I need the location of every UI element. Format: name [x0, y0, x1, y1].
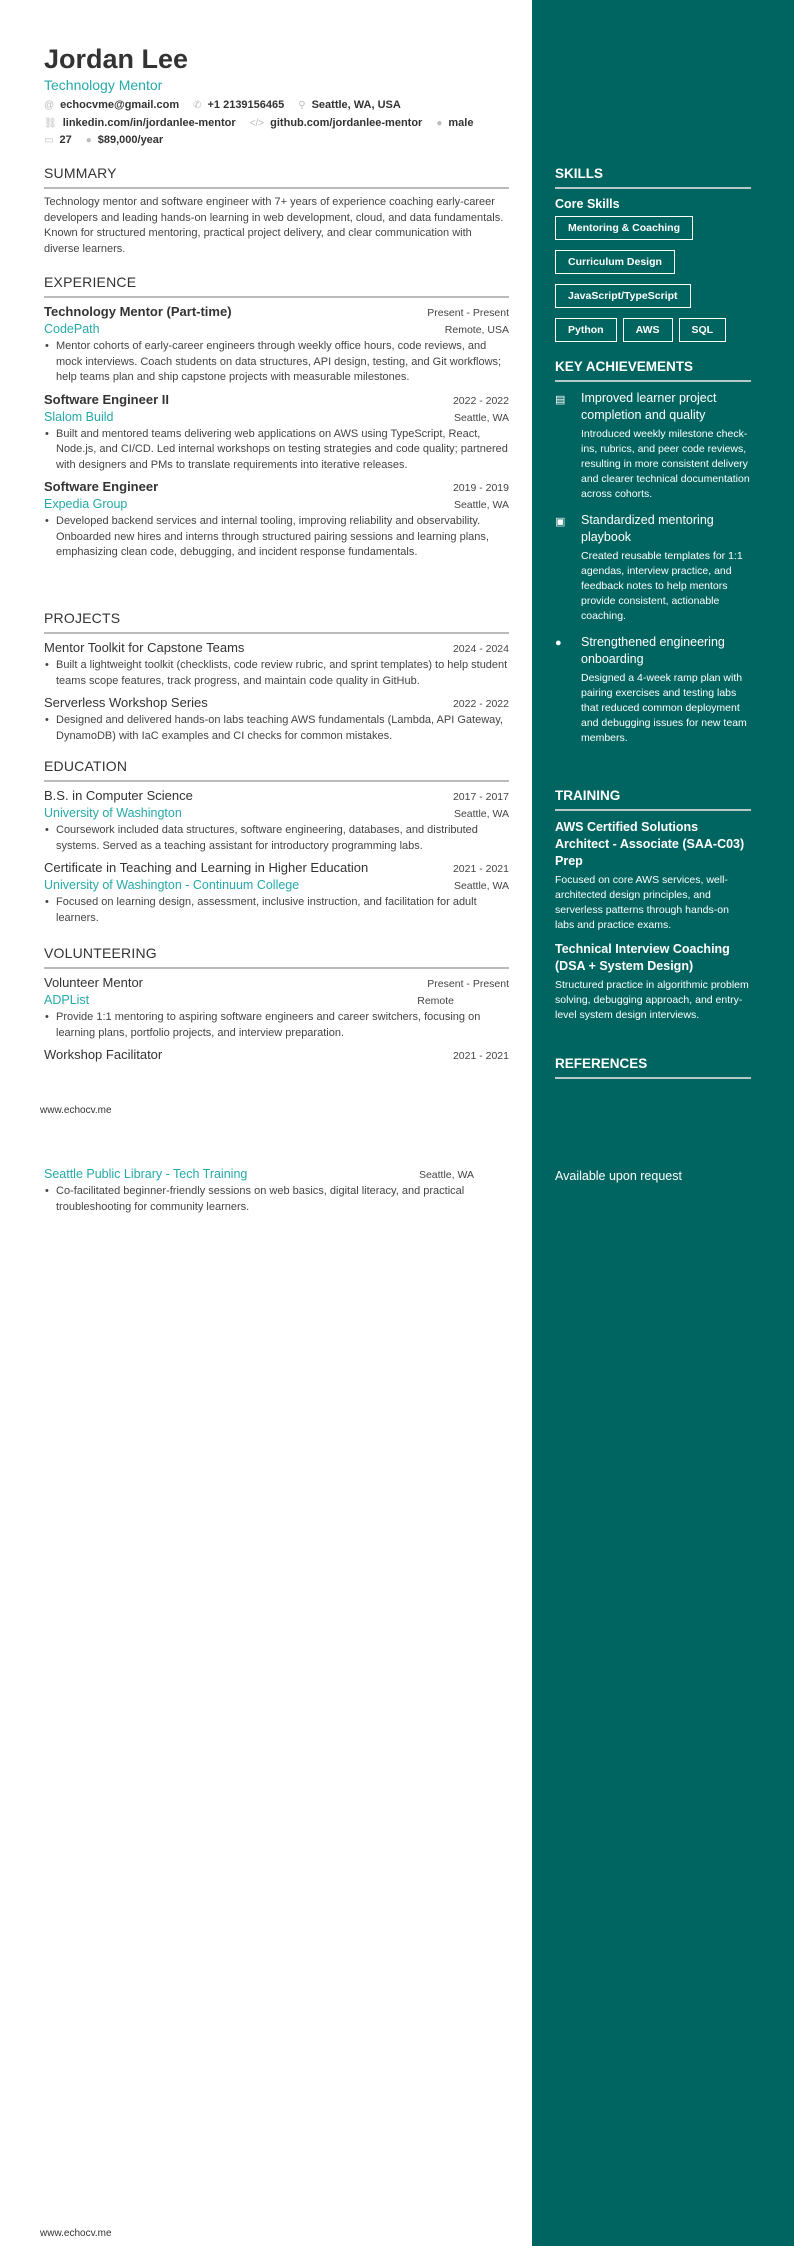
section-heading: TRAINING	[555, 788, 751, 811]
training-title: Technical Interview Coaching (DSA + System Design)	[555, 942, 730, 973]
summary-text: Technology mentor and software engineer with 7+ years of experience coaching early-career developers and leading hands-on learning in web development, cloud, and data fundamentals. Known for structured mentoring, practical project delivery, and clear communication with diverse learners.	[44, 196, 504, 255]
achievement-title: Standardized mentoring playbook	[581, 513, 714, 544]
education-item	[44, 788, 509, 854]
school: University of Washington - Continuum College	[44, 878, 300, 892]
training-text: Focused on core AWS services, well-architected design principles, and serverless patterns through hands-on labs and practice exams.	[555, 874, 729, 931]
section-heading: PROJECTS	[44, 610, 509, 634]
calendar-icon: ▣	[555, 516, 566, 528]
dates: 2021 - 2021	[452, 1050, 509, 1062]
bullet: • Coursework included data structures, software engineering, databases, and distributed systems. Served as a teaching assistant for introductory programming labs.	[44, 823, 509, 854]
bullet: • Mentor cohorts of early-career engineers through weekly office hours, code reviews, and mock interviews. Coach students on data structures, API design, testing, and Git workflows; help teams plan and ship capstone projects with measurable milestones.	[44, 339, 509, 386]
experience-item	[44, 304, 509, 386]
section-heading: SKILLS	[555, 166, 751, 189]
skill-chip: Curriculum Design	[555, 250, 675, 274]
footer-link[interactable]: www.echocv.me	[40, 1105, 112, 1116]
skill-chip: AWS	[623, 318, 673, 342]
training-title: AWS Certified Solutions Architect - Associate (SAA-C03) Prep	[555, 820, 745, 868]
education-item	[44, 860, 509, 926]
location: Seattle, WA	[453, 411, 509, 424]
company: CodePath	[44, 322, 100, 336]
dates: 2017 - 2017	[452, 791, 509, 803]
location: Seattle, WA	[453, 499, 509, 511]
bullet: • Provide 1:1 mentoring to aspiring software engineers and career switchers, focusing on learning plans, portfolio projects, and interview preparation.	[44, 1010, 509, 1041]
degree: Certificate in Teaching and Learning in Higher Education	[44, 860, 369, 875]
location: Seattle, WA	[418, 1169, 474, 1181]
money-icon: ●	[85, 134, 92, 146]
training-section	[555, 788, 751, 1031]
section-heading: VOLUNTEERING	[44, 945, 509, 969]
salary: $89,000/year	[97, 134, 164, 146]
volunteering-item-header	[44, 1047, 509, 1062]
bullet: • Focused on learning design, assessment, inclusive instruction, and facilitation for adult learners.	[44, 895, 509, 926]
experience-item	[44, 392, 509, 474]
dates: 2022 - 2022	[452, 394, 509, 407]
job-title: Software Engineer II	[44, 391, 169, 407]
link-icon: ⛓	[44, 117, 57, 129]
achievement-text: Created reusable templates for 1:1 agendas, interview practice, and feedback notes to help mentors provide consistent, actionable coaching.	[581, 550, 743, 622]
section-heading: SUMMARY	[44, 165, 509, 189]
dates: Present - Present	[427, 307, 509, 319]
degree: B.S. in Computer Science	[44, 788, 193, 803]
age: 27	[59, 134, 72, 146]
candidate-title: Technology Mentor	[44, 77, 163, 93]
skill-chip: JavaScript/TypeScript	[555, 284, 691, 308]
location: Seattle, WA	[453, 808, 509, 820]
section-heading: EXPERIENCE	[44, 274, 509, 298]
training-text: Structured practice in algorithmic problem solving, debugging approach, and entry-level system design interviews.	[555, 979, 749, 1021]
references-text: Available upon request	[555, 1169, 682, 1183]
bullet: • Built and mentored teams delivering web applications on AWS using TypeScript, React, Node.js, and CI/CD. Led internal workshops on testing strategies and code quality; partnered with designers and PMs to translate requirements into iterative releases.	[44, 427, 509, 474]
contact-row	[44, 117, 473, 129]
education-section	[44, 758, 509, 932]
experience-section	[44, 274, 509, 567]
organization: Seattle Public Library - Tech Training	[44, 1167, 248, 1181]
organization: ADPList	[44, 993, 90, 1007]
dates: 2019 - 2019	[452, 482, 509, 494]
achievements-section	[555, 359, 751, 756]
document-icon: ▤	[555, 394, 566, 406]
phone-icon: ✆	[193, 99, 202, 111]
footer-link[interactable]: www.echocv.me	[40, 2228, 112, 2239]
volunteering-section	[44, 945, 509, 1062]
contact-row	[44, 99, 401, 111]
candidate-name: Jordan Lee	[44, 44, 189, 74]
achievement-item	[555, 512, 751, 624]
achievement-text: Introduced weekly milestone check-ins, rubrics, and peer code reviews, resulting in more consistent delivery and clearer technical documentation across cohorts.	[581, 428, 750, 500]
contact-row	[44, 134, 163, 146]
code-icon: </>	[249, 117, 265, 129]
location: Seattle, WA, USA	[311, 99, 401, 111]
phone[interactable]: +1 2139156465	[207, 99, 285, 111]
location: Remote	[417, 995, 454, 1007]
project-title: Serverless Workshop Series	[44, 695, 208, 710]
role-title: Volunteer Mentor	[44, 975, 144, 990]
summary-section	[44, 165, 509, 257]
project-item	[44, 640, 509, 689]
bullet: • Co-facilitated beginner-friendly sessions on web basics, digital literacy, and practical troubleshooting for community learners.	[44, 1184, 509, 1215]
achievement-title: Strengthened engineering onboarding	[581, 635, 725, 666]
bullet: • Designed and delivered hands-on labs teaching AWS fundamentals (Lambda, API Gateway, DynamoDB) with IaC examples and CI checks for common mistakes.	[44, 713, 509, 744]
achievement-item	[555, 390, 751, 502]
volunteering-item	[44, 975, 509, 1041]
references-section	[555, 1056, 751, 1087]
user-icon: ●	[436, 117, 443, 129]
bullet: • Built a lightweight toolkit (checklists, code review rubric, and sprint templates) to help student teams scope features, track progress, and maintain code quality in GitHub.	[44, 658, 509, 689]
project-title: Mentor Toolkit for Capstone Teams	[44, 640, 245, 655]
school: University of Washington	[44, 806, 182, 820]
job-title: Software Engineer	[44, 479, 159, 494]
company: Expedia Group	[44, 497, 128, 511]
location: Seattle, WA	[453, 880, 509, 892]
skill-chip: Python	[555, 318, 617, 342]
location: Remote, USA	[444, 324, 509, 336]
skill-chip: SQL	[679, 318, 727, 342]
dates: 2021 - 2021	[452, 863, 509, 875]
calendar-icon: ▭	[44, 134, 54, 146]
projects-section	[44, 610, 509, 750]
experience-item	[44, 479, 509, 561]
email[interactable]: echocvme@gmail.com	[60, 99, 180, 111]
project-item	[44, 695, 509, 744]
at-icon: @	[44, 99, 55, 111]
job-title: Technology Mentor (Part-time)	[44, 304, 232, 319]
section-heading: KEY ACHIEVEMENTS	[555, 359, 751, 382]
dates: 2024 - 2024	[452, 643, 509, 655]
dates: 2022 - 2022	[452, 698, 509, 710]
skill-chip: Mentoring & Coaching	[555, 216, 693, 240]
section-heading: EDUCATION	[44, 758, 509, 782]
company: Slalom Build	[44, 409, 114, 424]
dates: Present - Present	[427, 978, 509, 990]
volunteering-continued	[44, 1164, 509, 1221]
achievement-text: Designed a 4-week ramp plan with pairing exercises and testing labs that reduced common deployment and debugging issues for new team members.	[581, 672, 747, 744]
role-title: Workshop Facilitator	[44, 1047, 163, 1062]
location-icon: ⚲	[298, 99, 306, 111]
skill-group-title: Core Skills	[555, 197, 620, 211]
section-heading: REFERENCES	[555, 1056, 751, 1079]
achievement-title: Improved learner project completion and quality	[581, 391, 717, 422]
bullet: • Developed backend services and internal tooling, improving reliability and observability. Onboarded new hires and interns through structured pairing sessions and learning plans, emphasizing clean code, debugging, and incident response fundamentals.	[44, 514, 509, 561]
github-link[interactable]: github.com/jordanlee-mentor	[270, 117, 423, 129]
skills-section	[555, 166, 751, 352]
linkedin-link[interactable]: linkedin.com/in/jordanlee-mentor	[62, 117, 236, 129]
achievement-item	[555, 634, 751, 746]
gender: male	[448, 117, 474, 129]
coin-icon: ●	[555, 637, 562, 649]
